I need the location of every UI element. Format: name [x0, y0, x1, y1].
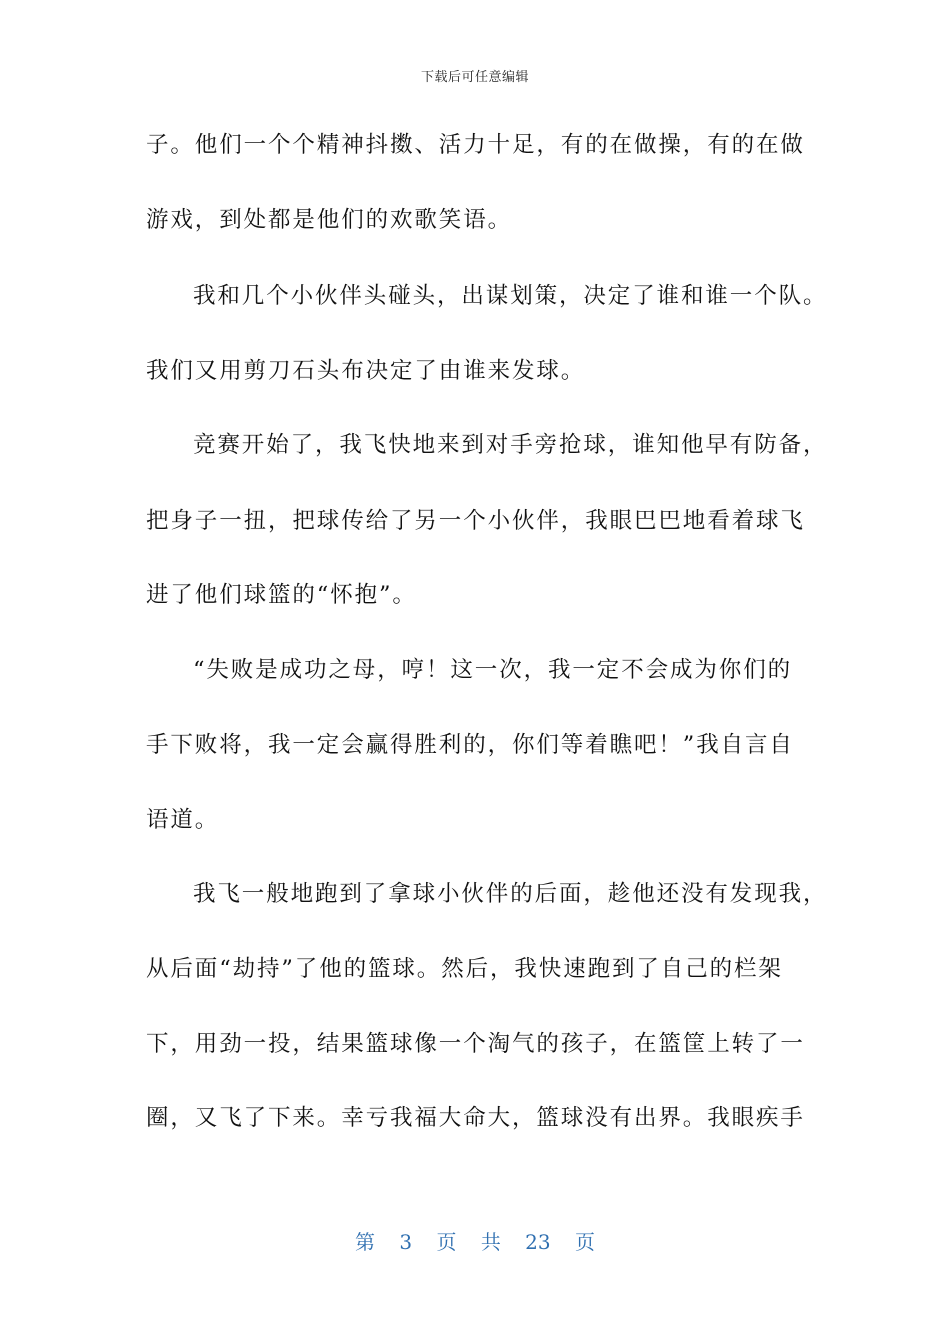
page-footer — [0, 1226, 950, 1255]
text-line: 我和几个小伙伴头碰头，出谋划策，决定了谁和谁一个队。 — [193, 283, 828, 309]
text-line: 下，用劲一投，结果篮球像一个淘气的孩子，在篮筐上转了一 — [146, 1031, 805, 1057]
footer-total-pages: 23 — [525, 1230, 551, 1254]
text-line: 手下败将，我一定会赢得胜利的，你们等着瞧吧！”我自言自 — [146, 732, 794, 758]
text-line: 语道。 — [146, 807, 220, 833]
footer-label-di: 第 — [355, 1230, 375, 1254]
text-line: 我飞一般地跑到了拿球小伙伴的后面，趁他还没有发现我， — [193, 881, 828, 907]
text-line: 圈，又飞了下来。幸亏我福大命大，篮球没有出界。我眼疾手 — [146, 1105, 805, 1131]
footer-label-gong: 共 — [480, 1230, 501, 1254]
page-header-note: 下载后可任意编辑 — [420, 70, 529, 85]
text-line: 子。他们一个个精神抖擞、活力十足，有的在做操，有的在做 — [146, 132, 805, 158]
text-line: 进了他们球篮的“怀抱”。 — [146, 582, 417, 608]
text-line: 我们又用剪刀石头布决定了由谁来发球。 — [146, 358, 586, 384]
footer-page-number: 3 — [399, 1230, 413, 1254]
text-line: 竞赛开始了，我飞快地来到对手旁抢球，谁知他早有防备， — [193, 432, 828, 458]
text-line: 把身子一扭，把球传给了另一个小伙伴，我眼巴巴地看着球飞 — [146, 508, 805, 534]
footer-label-ye: 页 — [436, 1230, 457, 1254]
text-line: 游戏，到处都是他们的欢歌笑语。 — [146, 207, 513, 233]
text-line: 从后面“劫持”了他的篮球。然后，我快速跑到了自己的栏架 — [146, 956, 783, 982]
text-line: “失败是成功之母，哼！这一次，我一定不会成为你们的 — [193, 657, 793, 683]
footer-label-ye2: 页 — [574, 1230, 595, 1254]
